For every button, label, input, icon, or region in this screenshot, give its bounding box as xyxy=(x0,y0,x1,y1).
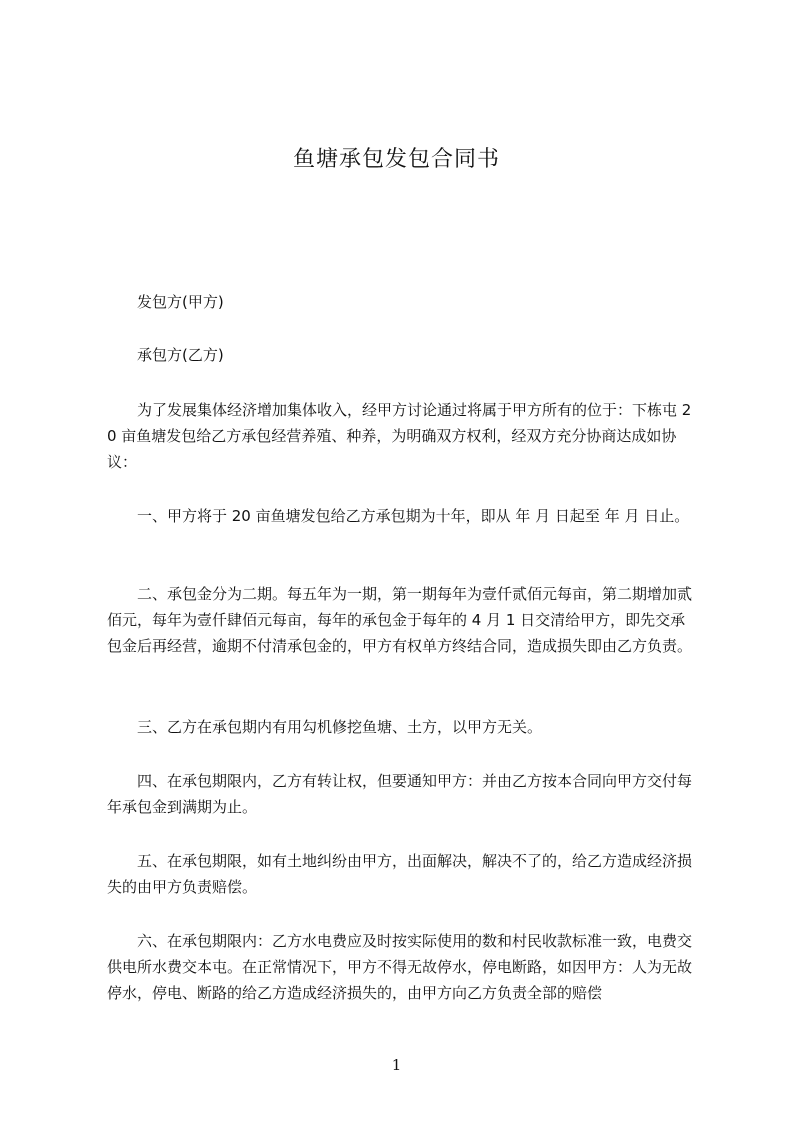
party-a-label: 发包方(甲方) xyxy=(137,293,224,311)
clause-2: 二、承包金分为二期。每五年为一期，第一期每年为壹仟贰佰元每亩，第二期增加贰佰元，每年为壹仟肆佰元每亩，每年的承包金于每年的 4 月 1 日交清给甲方，即先交承包金后再经营，逾期不付清承包金的，甲方有权单方终结合同，造成损失即由乙方负责。 xyxy=(107,585,693,655)
page-number: 1 xyxy=(391,1056,402,1074)
intro-paragraph: 为了发展集体经济增加集体收入，经甲方讨论通过将属于甲方所有的位于：下栋屯 20 亩鱼塘发包给乙方承包经营养殖、种养，为明确双方权利，经双方充分协商达成如协议： xyxy=(107,401,692,471)
clause-4: 四、在承包期限内，乙方有转让权，但要通知甲方：并由乙方按本合同向甲方交付每年承包金到满期为止。 xyxy=(107,772,693,816)
party-b-label: 承包方(乙方) xyxy=(137,346,224,364)
clause-3: 三、乙方在承包期内有用勾机修挖鱼塘、土方，以甲方无关。 xyxy=(137,718,543,736)
clause-5: 五、在承包期限，如有土地纠纷由甲方，出面解决，解决不了的，给乙方造成经济损失的由甲方负责赔偿。 xyxy=(107,852,693,896)
clause-6: 六、在承包期限内：乙方水电费应及时按实际使用的数和村民收款标准一致，电费交供电所水费交本屯。在正常情况下，甲方不得无故停水，停电断路，如因甲方：人为无故停水，停电、断路的给乙方造成经济损失的，由甲方向乙方负责全部的赔偿 xyxy=(107,932,693,1002)
document-title: 鱼塘承包发包合同书 xyxy=(292,147,500,172)
clause-1: 一、甲方将于 20 亩鱼塘发包给乙方承包期为十年，即从 年 月 日起至 年 月 日止。 xyxy=(137,507,690,525)
